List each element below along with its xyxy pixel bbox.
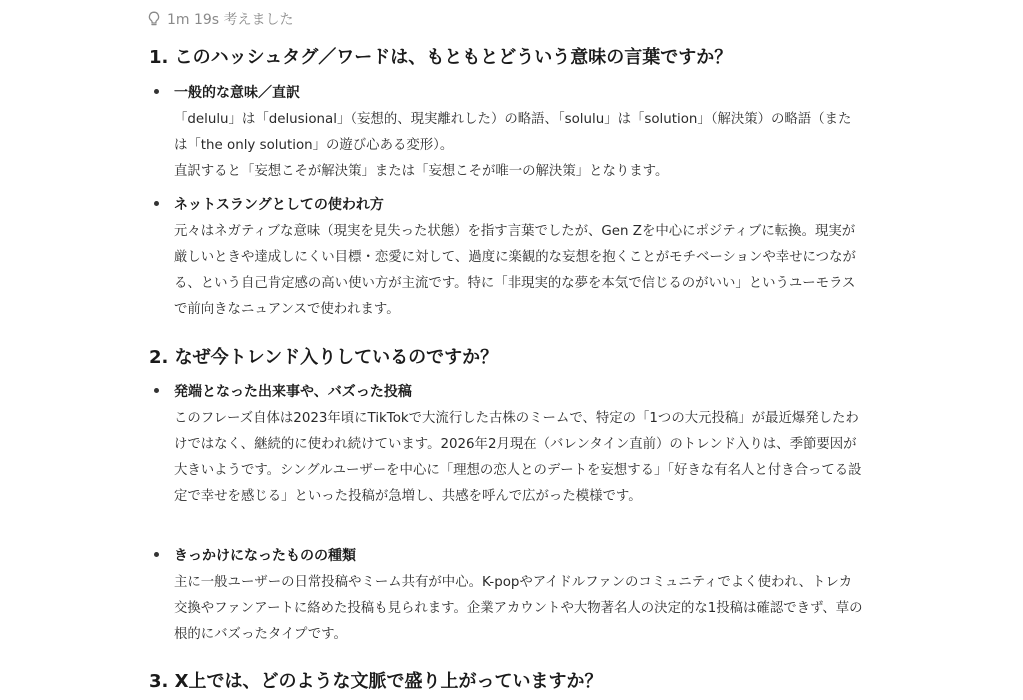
list-item-title: 発端となった出来事や、バズった投稿: [174, 384, 412, 400]
section-heading: 1. このハッシュタグ／ワードは、もともとどういう意味の言葉ですか？: [149, 47, 733, 68]
bullet-dot: [154, 201, 159, 206]
paragraph: 「delulu」は「delusional」（妄想的、現実離れした）の略語、「solulu」は「solution」（解決策）の略語（または「the only solution」の遊び心ある変形）。: [174, 112, 852, 153]
lightbulb-icon: [147, 11, 161, 27]
list-item-body: [174, 570, 864, 648]
thinking-toggle[interactable]: [147, 9, 294, 29]
list-item-body: [174, 107, 864, 185]
bullet-dot: [154, 388, 159, 393]
list-item-body: [174, 219, 864, 323]
section-heading: 3. X上では、どのような文脈で盛り上がっていますか？: [149, 671, 603, 692]
paragraph: このフレーズ自体は2023年頃にTikTokで大流行した古株のミームで、特定の「1つの大元投稿」が最近爆発したわけではなく、継続的に使われ続けています。2026年2月現在（バレンタイン直前）のトレンド入りは、季節要因が大きいようです。シングルユーザーを中心に「理想の恋人とのデートを妄想する」「好きな有名人と付き合ってる設定で幸せを感じる」といった投稿が急増し、共感を呼んで広がった模様です。: [174, 411, 862, 504]
list-item-body: [174, 406, 864, 510]
paragraph: 直訳すると「妄想こそが解決策」または「妄想こそが唯一の解決策」となります。: [174, 164, 669, 179]
bullet-dot: [154, 552, 159, 557]
paragraph: 元々はネガティブな意味（現実を見失った状態）を指す言葉でしたが、Gen Zを中心にポジティブに転換。現実が厳しいときや達成しにくい目標・恋愛に対して、過度に楽観的な妄想を抱くことがモチベーションや幸せにつながる、という自己肯定感の高い使い方が主流です。特に「非現実的な夢を本気で信じるのがいい」というユーモラスで前向きなニュアンスで使われます。: [174, 224, 856, 317]
section-heading: 2. なぜ今トレンド入りしているのですか？: [149, 347, 499, 368]
list-item-title: きっかけになったものの種類: [174, 548, 356, 564]
list-item-title: 一般的な意味／直訳: [174, 85, 300, 101]
bullet-dot: [154, 89, 159, 94]
list-item-title: ネットスラングとしての使われ方: [174, 197, 384, 213]
paragraph: 主に一般ユーザーの日常投稿やミーム共有が中心。K-popやアイドルファンのコミュニティでよく使われ、トレカ交換やファンアートに絡めた投稿も見られます。企業アカウントや大物著名人の決定的な1投稿は確認できず、草の根的にバズったタイプです。: [174, 575, 863, 642]
thinking-duration-label: 1m 19s 考えました: [167, 12, 294, 28]
